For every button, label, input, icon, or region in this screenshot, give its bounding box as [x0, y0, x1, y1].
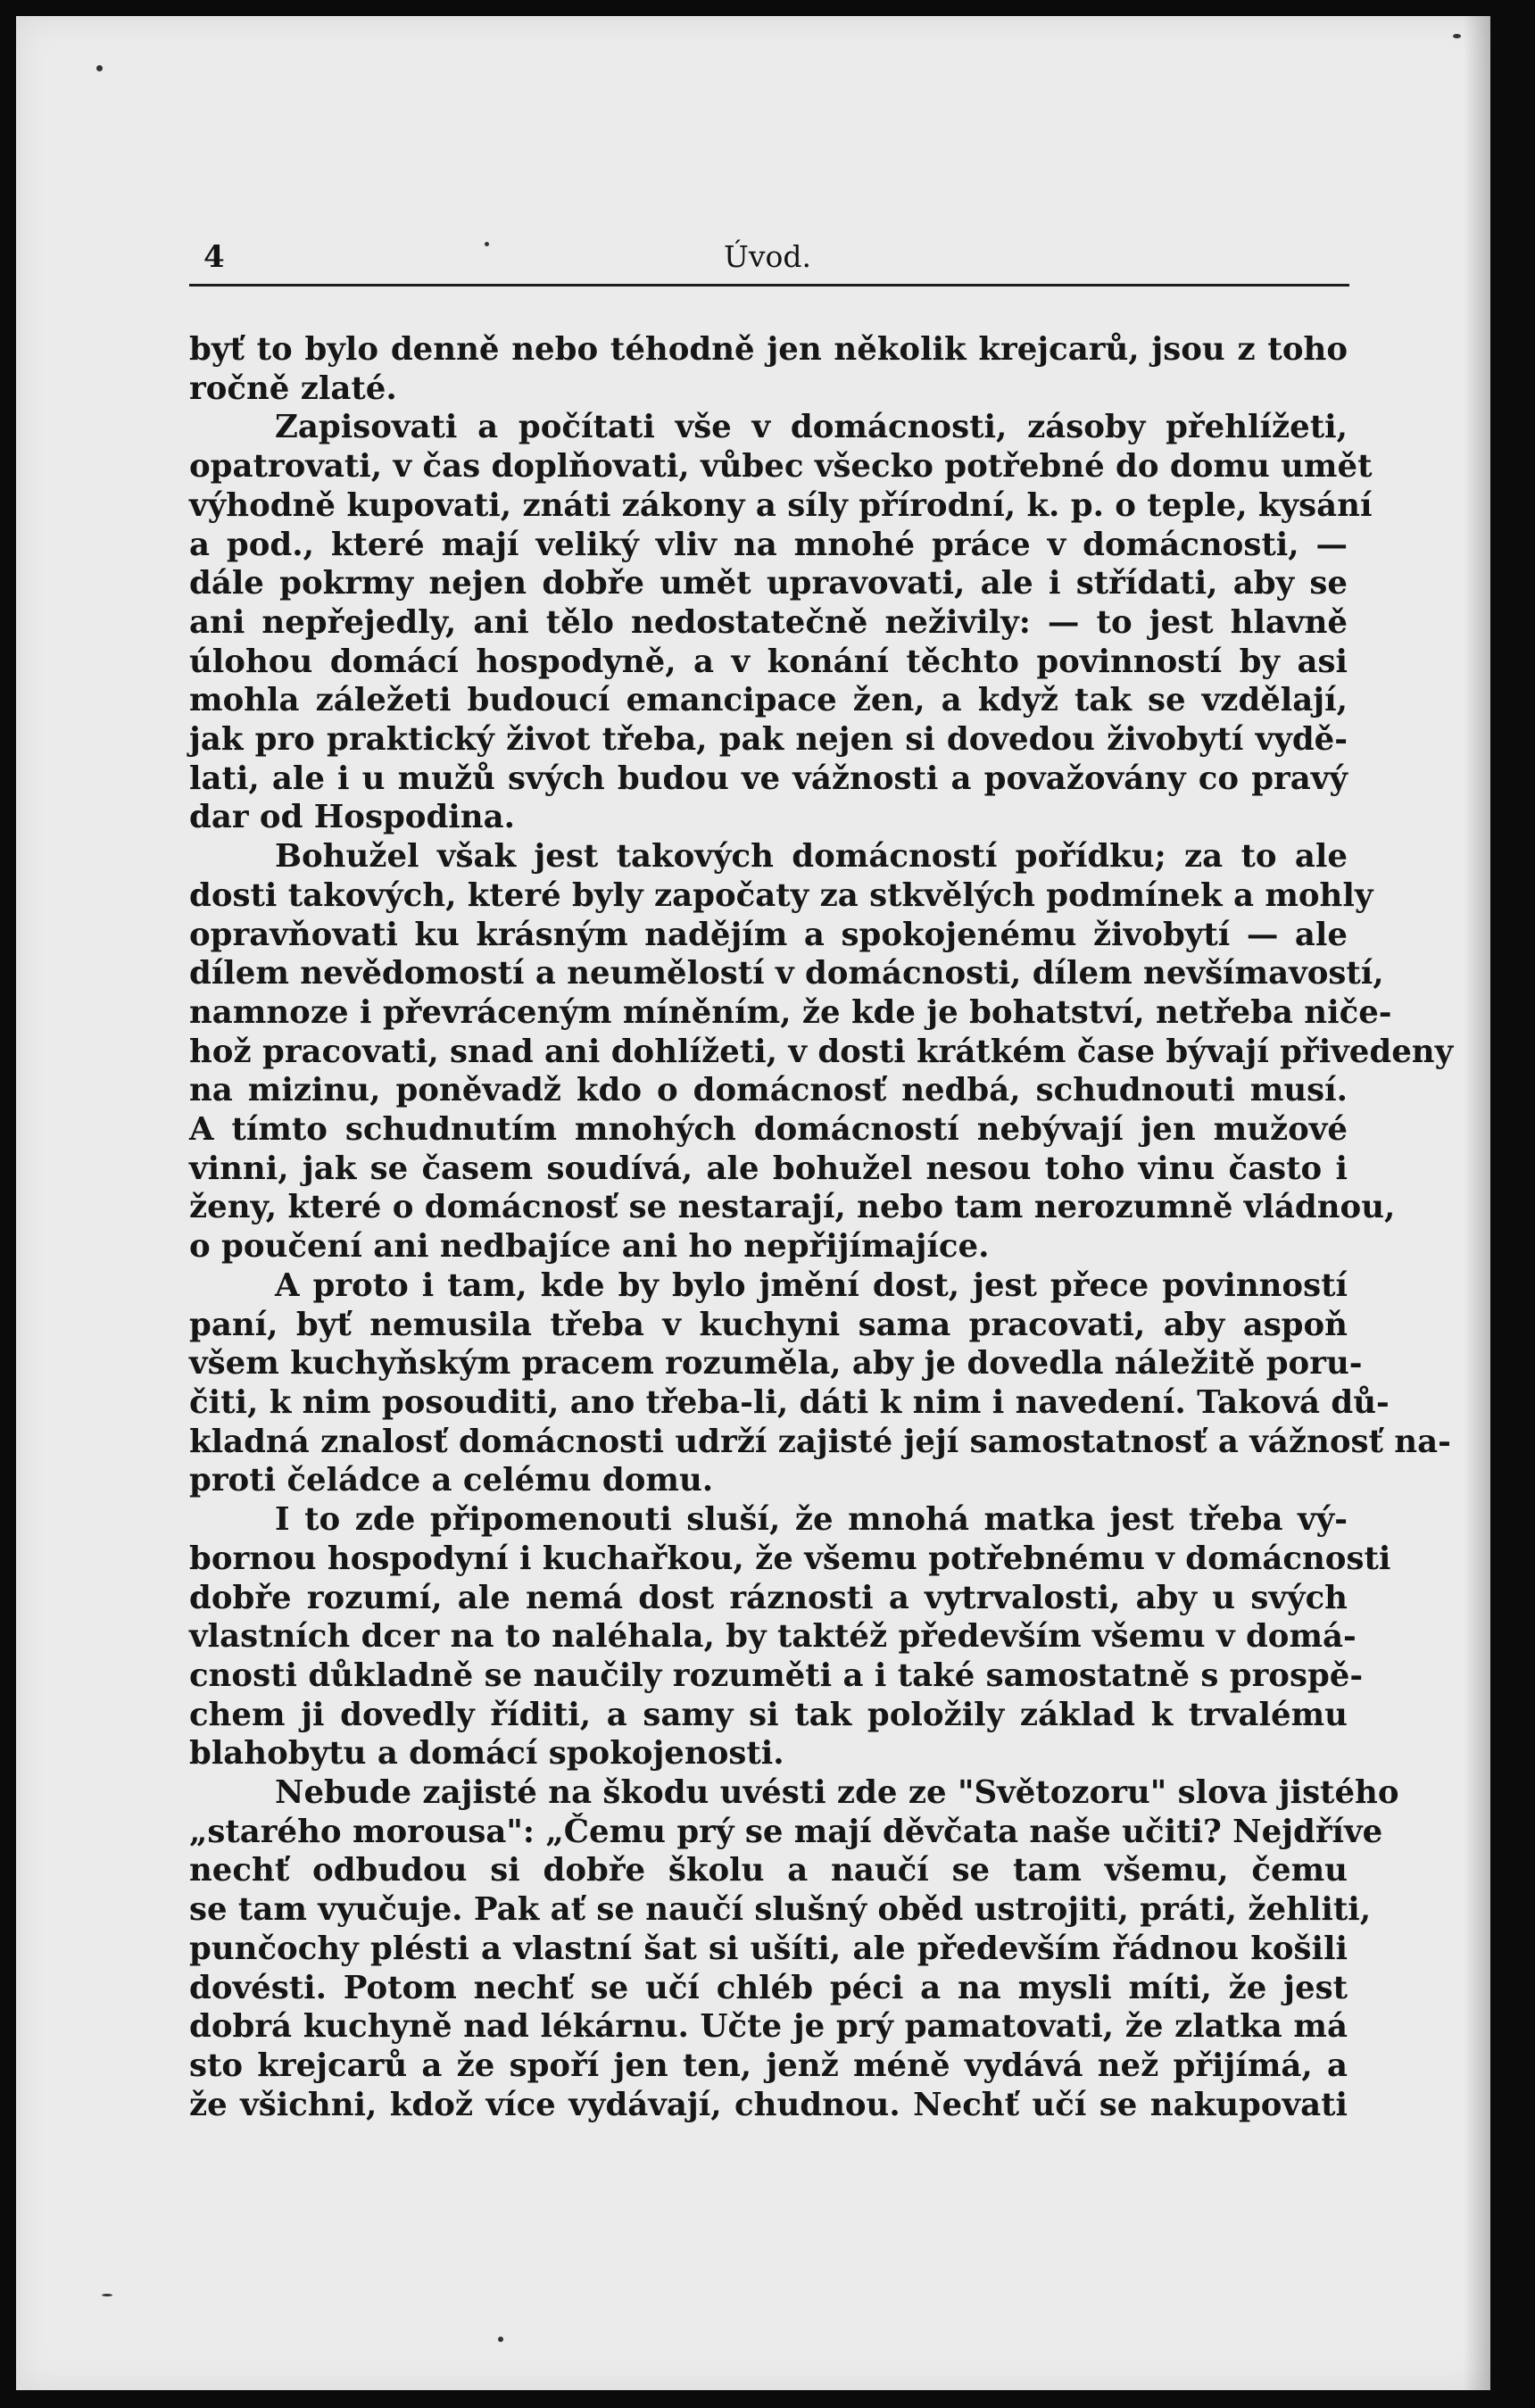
scan-speck	[498, 2337, 503, 2342]
text-line: proti čeládce a celému domu.	[189, 1462, 714, 1499]
text-line: ženy, které o domácnosť se nestarají, nebo tam nerozumně vládnou,	[189, 1189, 1396, 1226]
text-line: paní, byť nemusila třeba v kuchyni sama pracovati, aby aspoň	[189, 1306, 1348, 1343]
scan-speck	[96, 65, 103, 71]
text-line: že všichni, kdož více vydávají, chudnou. Nechť učí se nakupovati	[189, 2086, 1348, 2123]
scan-speck	[102, 2294, 112, 2296]
text-line: punčochy plésti a vlastní šat si ušíti, ale především řádnou košili	[189, 1930, 1348, 1967]
running-header	[187, 223, 1348, 286]
paragraph	[189, 1266, 1451, 1500]
text-line: všem kuchyňským pracem rozuměla, aby je dovedla náležitě poru-	[189, 1345, 1363, 1383]
text-line: sto krejcarů a že spoří jen ten, jenž méně vydává než přijímá, a	[189, 2047, 1348, 2084]
text-line: A tímto schudnutím mnohých domácností nebývají jen mužové	[189, 1111, 1348, 1149]
page-number: 4	[203, 239, 225, 275]
text-line: a pod., které mají veliký vliv na mnohé práce v domácnosti, —	[189, 526, 1348, 563]
text-line: vinni, jak se časem soudívá, ale bohužel nesou toho vinu často i	[189, 1150, 1348, 1187]
text-line: opatrovati, v čas doplňovati, vůbec všecko potřebné do domu umět	[189, 448, 1373, 486]
text-line: Bohužel však jest takových domácností pořídku; za to ale	[275, 838, 1348, 876]
paragraph	[189, 837, 1454, 1266]
text-line: dobrá kuchyně nad lékárnu. Učte je prý pamatovati, že zlatka má	[189, 2008, 1348, 2046]
text-line: ročně zlaté.	[189, 370, 397, 407]
text-line: kladná znalosť domácnosti udrží zajisté její samostatnosť a vážnosť na-	[189, 1423, 1451, 1460]
text-line: opravňovati ku krásným nadějím a spokojenému živobytí — ale	[189, 916, 1348, 953]
text-line: byť to bylo denně nebo téhodně jen několik krejcarů, jsou z toho	[189, 331, 1348, 368]
header-rule	[189, 284, 1349, 286]
text-line: chem ji dovedly říditi, a samy si tak položily základ k trvalému	[189, 1696, 1348, 1733]
text-line: dílem nevědomostí a neumělostí v domácnosti, dílem nevšímavostí,	[189, 955, 1384, 992]
text-line: se tam vyučuje. Pak ať se naučí slušný oběd ustrojiti, práti, žehliti,	[189, 1891, 1372, 1929]
text-line: Zapisovati a počítati vše v domácnosti, zásoby přehlížeti,	[275, 409, 1348, 446]
text-line: blahobytu a domácí spokojenosti.	[189, 1735, 784, 1773]
paragraph	[189, 1500, 1391, 1773]
text-line: A proto i tam, kde by bylo jmění dost, jest přece povinností	[275, 1266, 1348, 1304]
body-text	[189, 330, 1454, 2124]
page-edge-shadow	[1464, 16, 1490, 2390]
text-line: dobře rozumí, ale nemá dost ráznosti a vytrvalosti, aby u svých	[189, 1579, 1348, 1616]
text-line: dosti takových, které byly započaty za stkvělých podmínek a mohly	[189, 876, 1373, 914]
text-line: dar od Hospodina.	[189, 799, 515, 836]
text-line: Nebude zajisté na škodu uvésti zde ze "Světozoru" slova jistého	[275, 1774, 1399, 1812]
text-line: namnoze i převráceným míněním, že kde je bohatství, netřeba niče-	[189, 993, 1392, 1031]
text-line: nechť odbudou si dobře školu a naučí se tam všemu, čemu	[189, 1852, 1348, 1889]
text-line: dále pokrmy nejen dobře umět upravovati, ale i střídati, aby se	[189, 565, 1348, 602]
text-line: hož pracovati, snad ani dohlížeti, v dosti krátkém čase bývají přivedeny	[189, 1033, 1454, 1070]
scan-speck	[1453, 34, 1461, 38]
running-title: Úvod.	[724, 239, 811, 274]
paragraph	[189, 408, 1373, 837]
text-line: ani nepřejedly, ani tělo nedostatečně neživily: — to jest hlavně	[189, 603, 1348, 641]
text-line: I to zde připomenouti sluší, že mnohá matka jest třeba vý-	[275, 1501, 1348, 1539]
text-line: vlastních dcer na to naléhala, by taktéž především všemu v domá-	[189, 1618, 1357, 1656]
paragraph	[189, 330, 1348, 408]
paragraph	[189, 1773, 1399, 2124]
text-line: o poučení ani nedbajíce ani ho nepřijímajíce.	[189, 1228, 990, 1266]
text-line: čiti, k nim posouditi, ano třeba-li, dáti k nim i navedení. Taková dů-	[189, 1383, 1390, 1421]
text-line: „starého morousa": „Čemu prý se mají děvčata naše učiti? Nejdříve	[189, 1813, 1383, 1850]
text-line: na mizinu, poněvadž kdo o domácnosť nedbá, schudnouti musí.	[189, 1072, 1348, 1109]
text-line: cnosti důkladně se naučily rozuměti a i také samostatně s prospě-	[189, 1657, 1364, 1694]
text-line: úlohou domácí hospodyně, a v konání těchto povinností by asi	[189, 643, 1348, 680]
text-line: dovésti. Potom nechť se učí chléb péci a na mysli míti, že jest	[189, 1969, 1348, 2006]
text-line: mohla záležeti budoucí emancipace žen, a když tak se vzdělají,	[189, 682, 1348, 719]
text-line: jak pro praktický život třeba, pak nejen si dovedou živobytí vydě-	[189, 721, 1348, 759]
text-line: výhodně kupovati, znáti zákony a síly přírodní, k. p. o teple, kysání	[189, 486, 1373, 524]
text-line: bornou hospodyní i kuchařkou, že všemu potřebnému v domácnosti	[189, 1540, 1391, 1577]
text-line: lati, ale i u mužů svých budou ve vážnosti a považovány co pravý	[189, 760, 1348, 797]
